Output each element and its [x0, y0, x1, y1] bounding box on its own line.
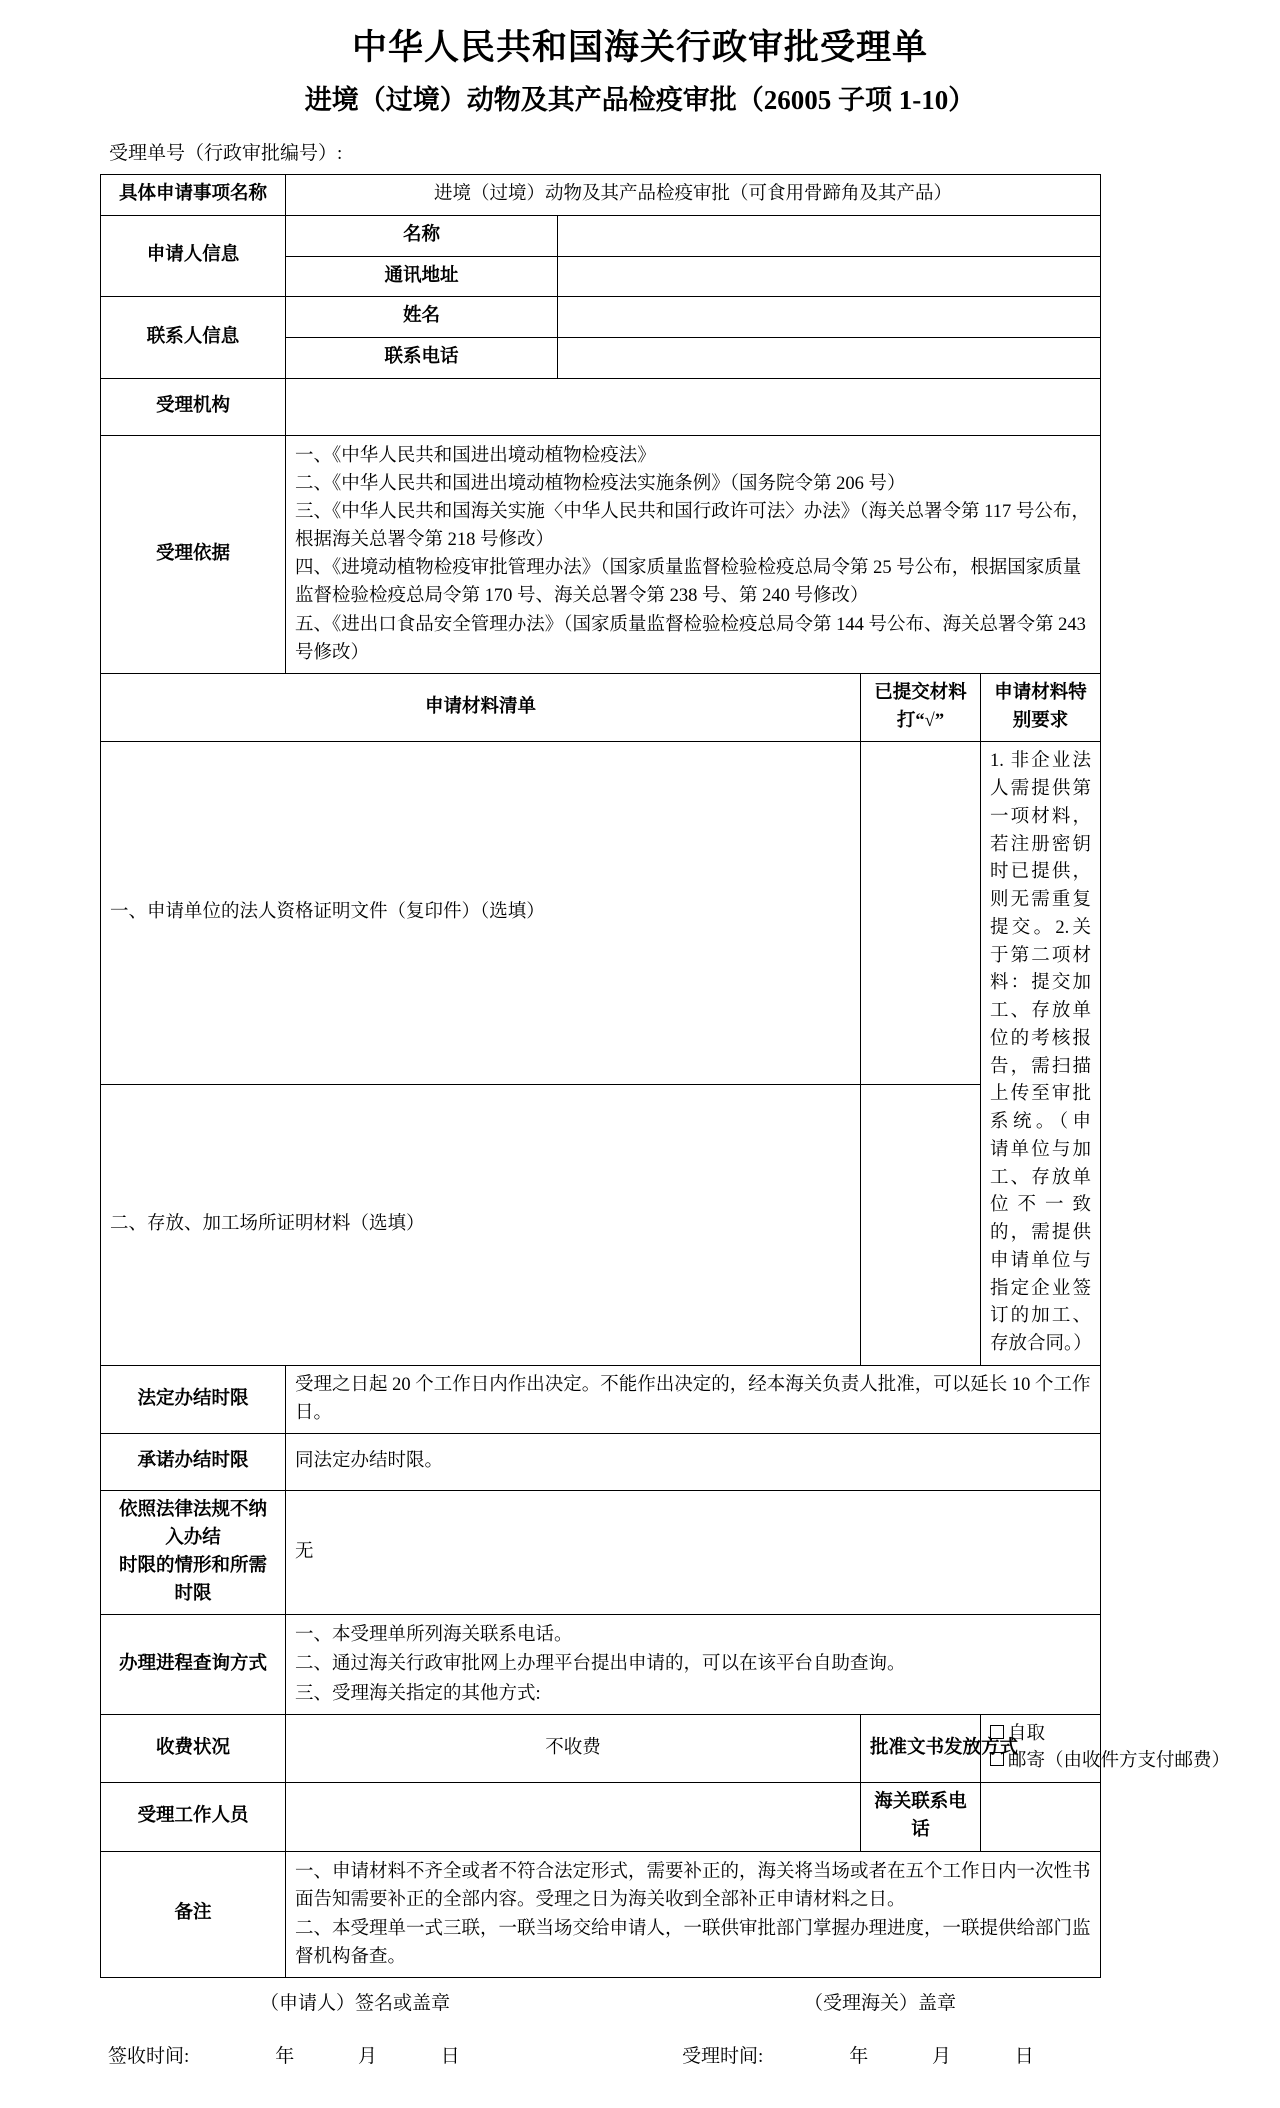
material-item-1: 一、申请单位的法人资格证明文件（复印件）（选填） — [101, 742, 861, 1085]
accept-month-label: 月 — [932, 2046, 952, 2068]
table-row-materials-header — [101, 673, 1101, 742]
excluded-period-label — [101, 1491, 286, 1615]
applicant-address-label: 通讯地址 — [286, 256, 558, 297]
receive-time-fields[interactable] — [275, 2041, 460, 2068]
legal-basis-item: 四、《进境动植物检疫审批管理办法》（国家质量监督检验检疫总局令第 25 号公布，根据国家质量监督检验检疫总局令第 170 号、海关总署令第 238 号、第 240 号修改） — [295, 558, 1082, 607]
accept-year-label: 年 — [849, 2046, 869, 2068]
delivery-option-self-pickup-label: 自取 — [1008, 1723, 1046, 1744]
customs-seal-label: （受理海关）盖章 — [803, 1993, 956, 2015]
progress-query-item: 三、受理海关指定的其他方式: — [295, 1683, 541, 1704]
table-row-progress-query — [101, 1615, 1101, 1714]
staff-field[interactable] — [286, 1783, 861, 1852]
table-row-material-1 — [101, 742, 1101, 1085]
approval-form-table — [100, 174, 1231, 1978]
table-row-agency — [101, 378, 1101, 435]
remarks-item: 二、本受理单一式三联，一联当场交给申请人，一联供审批部门掌握办理进度，一联提供给部门监督机构备查。 — [295, 1918, 1091, 1967]
accept-day-label: 日 — [1014, 2046, 1034, 2068]
signature-row — [100, 1988, 1100, 2015]
legal-basis-content — [286, 435, 1101, 673]
delivery-method-label: 批准文书发放方式 — [861, 1714, 981, 1783]
progress-query-item: 二、通过海关行政审批网上办理平台提出申请的，可以在该平台自助查询。 — [295, 1654, 906, 1675]
receive-time-label: 签收时间: — [108, 2046, 190, 2068]
table-row-applicant-name — [101, 215, 1101, 256]
delivery-option-mail[interactable] — [990, 1751, 1230, 1771]
contact-phone-label: 联系电话 — [286, 338, 558, 379]
excluded-label-line2: 时限的情形和所需时限 — [118, 1555, 267, 1604]
excluded-label-line1: 依照法律法规不纳入办结 — [118, 1500, 267, 1549]
page-title: 中华人民共和国海关行政审批受理单 — [351, 28, 928, 67]
progress-query-label: 办理进程查询方式 — [101, 1615, 286, 1714]
contact-phone-field[interactable] — [558, 338, 1101, 379]
table-row-contact-name — [101, 297, 1101, 338]
table-row-staff — [101, 1783, 1101, 1852]
receive-year-label: 年 — [275, 2046, 295, 2068]
table-row-material-2 — [101, 1085, 1101, 1366]
special-requirements-text: 1. 非企业法人需提供第一项材料，若注册密钥时已提供，则无需重复提交。2.关于第二项材料：提交加工、存放单位的考核报告，需扫描上传至审批系统。（申请单位与加工、存放单位不一致的，需提供申请单位与指定企业签订的加工、存放合同。） — [981, 742, 1101, 1366]
delivery-method-options — [981, 1714, 1231, 1783]
excluded-period-text: 无 — [286, 1491, 1101, 1615]
remarks-content — [286, 1851, 1101, 1977]
legal-deadline-label: 法定办结时限 — [101, 1365, 286, 1434]
receive-time-group — [100, 2041, 600, 2068]
receive-month-label: 月 — [358, 2046, 378, 2068]
applicant-name-label: 名称 — [286, 215, 558, 256]
submitted-check-header — [861, 673, 981, 742]
delivery-option-mail-label: 邮寄（由收件方支付邮费） — [1008, 1751, 1231, 1772]
applicant-name-field[interactable] — [558, 215, 1101, 256]
fee-status-value: 不收费 — [286, 1714, 861, 1783]
material-item-2: 二、存放、加工场所证明材料（选填） — [101, 1085, 861, 1366]
contact-name-field[interactable] — [558, 297, 1101, 338]
item-name-value: 进境（过境）动物及其产品检疫审批（可食用骨蹄角及其产品） — [286, 175, 1101, 216]
accept-time-group — [600, 2041, 1100, 2068]
table-row-fee-status — [101, 1714, 1101, 1783]
checkbox-icon[interactable] — [990, 1725, 1004, 1739]
agency-label: 受理机构 — [101, 378, 286, 435]
date-row — [100, 2041, 1100, 2108]
promise-deadline-text: 同法定办结时限。 — [286, 1434, 1101, 1491]
submitted-header-line2: 打“√” — [896, 710, 945, 731]
accept-time-label: 受理时间: — [682, 2046, 764, 2068]
table-row-promise-deadline — [101, 1434, 1101, 1491]
agency-field[interactable] — [286, 378, 1101, 435]
table-row-legal-basis — [101, 435, 1101, 673]
accept-time-fields[interactable] — [849, 2041, 1034, 2068]
serial-number-label: 受理单号（行政审批编号）: — [109, 142, 343, 164]
remarks-label: 备注 — [101, 1851, 286, 1977]
table-row-item-name — [101, 175, 1101, 216]
materials-list-header: 申请材料清单 — [101, 673, 861, 742]
staff-label: 受理工作人员 — [101, 1783, 286, 1852]
fee-status-label: 收费状况 — [101, 1714, 286, 1783]
special-requirements-header: 申请材料特别要求 — [981, 673, 1101, 742]
legal-deadline-text: 受理之日起 20 个工作日内作出决定。不能作出决定的，经本海关负责人批准，可以延长 10 个工作日。 — [286, 1365, 1101, 1434]
applicant-signature-label: （申请人）签名或盖章 — [259, 1993, 450, 2015]
contact-name-label: 姓名 — [286, 297, 558, 338]
progress-query-item: 一、本受理单所列海关联系电话。 — [295, 1625, 573, 1646]
legal-basis-item: 二、《中华人民共和国进出境动植物检疫法实施条例》（国务院令第 206 号） — [295, 474, 906, 495]
table-row-legal-deadline — [101, 1365, 1101, 1434]
legal-basis-label: 受理依据 — [101, 435, 286, 673]
progress-query-content — [286, 1615, 1101, 1714]
applicant-info-label: 申请人信息 — [101, 215, 286, 297]
page-subtitle: 进境（过境）动物及其产品检疫审批（26005 子项 1-10） — [304, 84, 976, 115]
delivery-option-self-pickup[interactable] — [990, 1724, 1045, 1744]
legal-basis-item: 一、《中华人民共和国进出境动植物检疫法》 — [295, 445, 656, 466]
applicant-address-field[interactable] — [558, 256, 1101, 297]
contact-info-label: 联系人信息 — [101, 297, 286, 379]
promise-deadline-label: 承诺办结时限 — [101, 1434, 286, 1491]
customs-phone-label: 海关联系电话 — [861, 1783, 981, 1852]
submitted-header-line1: 已提交材料 — [874, 682, 967, 703]
checkbox-icon[interactable] — [990, 1752, 1004, 1766]
material-1-checkbox-cell[interactable] — [861, 742, 981, 1085]
receive-day-label: 日 — [440, 2046, 460, 2068]
legal-basis-item: 三、《中华人民共和国海关实施〈中华人民共和国行政许可法〉办法》（海关总署令第 117 号公布，根据海关总署令第 218 号修改） — [295, 502, 1090, 551]
customs-phone-field[interactable] — [981, 1783, 1101, 1852]
remarks-item: 一、申请材料不齐全或者不符合法定形式，需要补正的，海关将当场或者在五个工作日内一次性书面告知需要补正的全部内容。受理之日为海关收到全部补正申请材料之日。 — [295, 1861, 1091, 1910]
item-name-label: 具体申请事项名称 — [101, 175, 286, 216]
table-row-excluded-period — [101, 1491, 1101, 1615]
table-row-remarks — [101, 1851, 1101, 1977]
legal-basis-item: 五、《进出口食品安全管理办法》（国家质量监督检验检疫总局令第 144 号公布、海关总署令第 243 号修改） — [295, 614, 1086, 663]
material-2-checkbox-cell[interactable] — [861, 1085, 981, 1366]
